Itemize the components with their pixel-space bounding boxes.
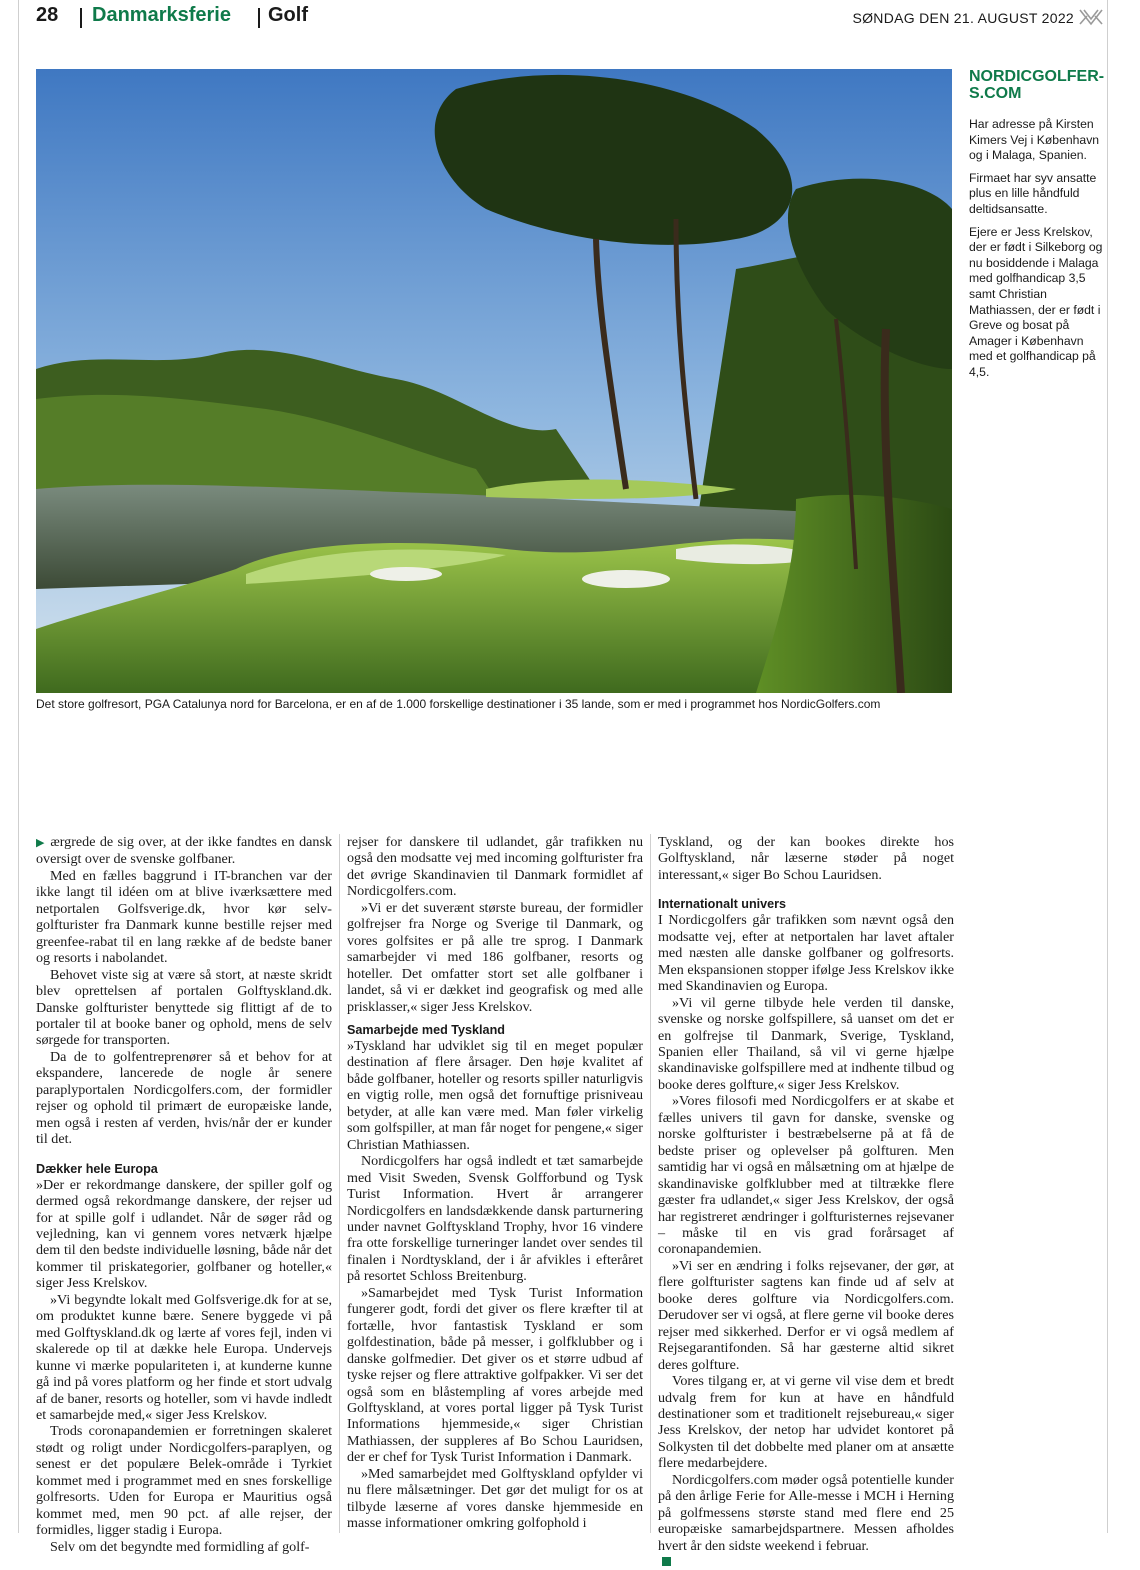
- end-of-article-icon: [662, 1557, 671, 1566]
- article-paragraph: »Samarbejdet med Tysk Turist Information fungerer godt, fordi det giver os flere kræfter til at fortælle, hvor fantastisk Tyskland er som golfdestination, både på messer, i golfklubber og i danske golfmedier. Det giver os et større udbud af tyske rejser og flere attraktive golfpakker. Vi ser det også som en blåstempling af vores arbejde med Golftyskland, at vores portal ligger på Tysk Turist Informations hjemmeside,« siger Christian Mathiassen, der suppleres af Bo Schou Lauridsen, der er chef for Tysk Turist Information i Danmark.: [347, 1284, 643, 1466]
- article-paragraph: Da de to golfentreprenører så et behov for at ekspandere, lancerede de nogle år senere paraplyportalen Nordicgolfers.com, der formidler rejser og ophold til primært de europæiske lande, men også i resten af verden, hvis/når der er kunder til det.: [36, 1048, 332, 1148]
- article-paragraph: Trods coronapandemien er forretningen skaleret stødt og roligt under Nordicgolfers-paraplyen, og senest er det populære Belek-område i Tyrkiet kommet med i programmet med en snes forskellige golfresorts. Uden for Europa er Mauritius også kommet med, men 90 pct. af alle rejser, der formidles, ligger stadig i Europa.: [36, 1423, 332, 1539]
- article-paragraph: »Vi ser en ændring i folks rejsevaner, der gør, at flere golfturister sagtens kan finde ud af selv at booke deres golfture via Nordicgolfers.com. Derudover ser vi også, at flere gerne vil booke deres rejser med sikkerhed. Derfor er vi også medlem af Rejsegarantifonden. Så har gæsterne altid sikret deres golfture.: [658, 1257, 954, 1373]
- article-paragraph: »Tyskland har udviklet sig til en meget populær destination af flere årsager. Den høje kvalitet af både golfbaner, hoteller og resorts spiller naturligvis en vigtig rolle, men også det fornuftige prisniveau betyder, at alle kan være med. Man føler virkelig som golfspiller, at man får noget for pengene,« siger Christian Mathiassen.: [347, 1037, 643, 1153]
- section-title: Danmarksferie: [92, 4, 231, 26]
- fact-box-paragraph: Firmaet har syv ansatte plus en lille håndfuld deltidsansatte.: [969, 170, 1097, 216]
- article-paragraph: »Med samarbejdet med Golftyskland opfylder vi nu flere målsætninger. Det gør det muligt for os at tilbyde læserne af vores danske hjemmeside en masse informationer omkring golfophold i: [347, 1465, 643, 1532]
- subheading: Samarbejde med Tyskland: [347, 1022, 505, 1037]
- article-paragraph: rejser for danskere til udlandet, går trafikken nu også den modsatte vej med incoming golfturister fra det øvrige Skandinavien til Danmark formidlet af Nordicgolfers.com.: [347, 834, 643, 900]
- article-column-1: [36, 834, 332, 1555]
- article-column-3: [658, 834, 954, 1570]
- fact-box: [969, 68, 1107, 388]
- article-paragraph: Med en fælles baggrund i IT-branchen var der ikke langt til idéen om at blive iværksættere med netportalen Golfsverige.dk, hvor kør selv-golfturister fra Danmark kunne bestille rejser med greenfee-rabat til en lang række af de bedste baner og resorts i nabolandet.: [36, 867, 332, 967]
- fact-box-paragraph: Ejere er Jess Krelskov, der er født i Silkeborg og nu bosiddende i Malaga med golfhandicap 3,5 samt Christian Mathiassen, der er født i Greve og bosat på Amager i København med et golfhandicap på 4,5.: [969, 224, 1103, 379]
- article-column-2: [347, 834, 643, 1532]
- article-paragraph: »Vi vil gerne tilbyde hele verden til danske, svenske og norske golfspillere, så uanset om det er en golfrejse til Danmark, Sverige, Tyskland, Spanien eller Thailand, så vil vi gerne hjælpe skandinaviske golfspillere med at indhente tilbud og booke deres golfture,« siger Jess Krelskov.: [658, 994, 954, 1093]
- article-paragraph: »Vores filosofi med Nordicgolfers er at skabe et fælles univers til gavn for danske, svenske og norske golfturister i bestræbelserne på at få de bedste priser og oplevelser på golfturen. Men samtidig har vi også en målsætning om at hjælpe de skandinaviske golfklubber med at tiltrække flere gæster fra udlandet,« siger Jess Krelskov, der også har registreret ændringer i golfturisternes rejsevaner – måske til en vis grad forårsaget af coronapandemien.: [658, 1093, 954, 1258]
- article-paragraph: Nordicgolfers har også indledt et tæt samarbejde med Visit Sweden, Svensk Golfforbund og Tysk Turist Information. Hvert år arrangerer Nordicgolfers en landsdækkende dansk parturnering under navnet Golftyskland Trophy, hvor 16 vindere fra otte forskellige turneringer landet over sendes til finalen i Nordtyskland, der i år afvikles i efteråret på resortet Schloss Breitenburg.: [347, 1153, 643, 1285]
- article-paragraph: Selv om det begyndte med formidling af golf-: [50, 1538, 310, 1555]
- column-divider: [650, 834, 651, 1533]
- article-paragraph: »Vi begyndte lokalt med Golfsverige.dk for at se, om produktet kunne bære. Senere byggede vi på med Golftyskland.dk og lærte af vores fejl, inden vi skalerede op til at dække hele Europa. Undervejs kunne vi mærke populariteten i, at kunderne kunne gå ind på vores platform og her finde et stort udvalg af de baner, resorts og hoteller, som vi havde indledt et samarbejde med,« siger Jess Krelskov.: [36, 1291, 332, 1423]
- article-paragraph: Nordicgolfers.com møder også potentielle kunder på den årlige Ferie for Alle-messe i MCH i Herning på golfmessens største stand med flere end 25 europæiske samarbejdspartnere. Messen afholdes hvert år den sidste weekend i februar.: [658, 1471, 954, 1554]
- header-divider: [258, 8, 260, 28]
- subheading: Dækker hele Europa: [36, 1161, 158, 1176]
- golf-course-illustration: [36, 69, 952, 693]
- page-number: 28: [36, 4, 59, 26]
- article-paragraph: [658, 1554, 954, 1570]
- article-paragraph: »Der er rekordmange danskere, der spiller golf og dermed også rekordmange danskere, der rejser ud for at spille golf i udlandet. Når de søger råd og vejledning, kan vi gennem vores netværk hjælpe dem til den bedste individuelle løsning, både når det kommer til priskategorier, golfbaner og hoteller,« siger Jess Krelskov.: [36, 1176, 332, 1292]
- photo-caption: Det store golfresort, PGA Catalunya nord for Barcelona, er en af de 1.000 forskellige destinationer i 35 lande, som er med i programmet hos NordicGolfers.com: [36, 697, 881, 711]
- article-paragraph: Vores tilgang er, at vi gerne vil vise dem et bredt udvalg frem for kun at have en håndfuld destinationer som et traditionelt rejsebureau,« siger Jess Krelskov, der netop har udvidet kontoret på Solkysten til det dobbelte med planer om at ansætte flere medarbejdere.: [658, 1373, 954, 1472]
- article-paragraph: »Vi er det suverænt største bureau, der formidler golfrejser fra Norge og Sverige til Danmark, og vores golfsites er på alle tre sprog. I Danmark samarbejder vi med 186 golfbaner, resorts og hoteller. Det omfatter stort set alle golfbaner i landet, så vi er dækket ind geografisk og med alle prisklasser,« siger Jess Krelskov.: [347, 899, 643, 1015]
- subsection-title: Golf: [268, 4, 308, 26]
- article-paragraph: Behovet viste sig at være så stort, at næste skridt blev oprettelsen af portalen Golftyskland.dk. Danske golfturister benyttede sig flittigt af de to portaler til at booke baner og ophold, mens de selv sørgede for transporten.: [36, 966, 332, 1049]
- article-paragraph: Tyskland, og der kan bookes direkte hos Golftyskland, når læserne støder på noget interessant,« siger Bo Schou Lauridsen.: [658, 834, 954, 883]
- article-paragraph: I Nordicgolfers går trafikken som nævnt også den modsatte vej, efter at netportalen har lavet aftaler med næsten alle danske golfbaner og golfresorts. Men ekspansionen stopper ifølge Jess Krelskov ikke med Skandinavien og Europa.: [658, 912, 954, 995]
- newspaper-logo-icon: [1078, 6, 1104, 28]
- header-divider: [80, 8, 82, 28]
- column-divider: [339, 834, 340, 1533]
- issue-date: SØNDAG DEN 21. AUGUST 2022: [852, 10, 1074, 26]
- article-paragraph: ▶ ærgrede de sig over, at der ikke fandtes en dansk oversigt over de svenske golfbaner.: [36, 834, 332, 868]
- fact-box-paragraph: Har adresse på Kirsten Kimers Vej i København og i Malaga, Spanien.: [969, 117, 1100, 163]
- continuation-arrow-icon: ▶: [36, 837, 46, 849]
- fact-box-title: NORDICGOLFER-S.COM: [969, 68, 1105, 102]
- golf-course-photo: [36, 69, 952, 693]
- subheading: Internationalt univers: [658, 897, 787, 912]
- page-header: [36, 4, 1104, 32]
